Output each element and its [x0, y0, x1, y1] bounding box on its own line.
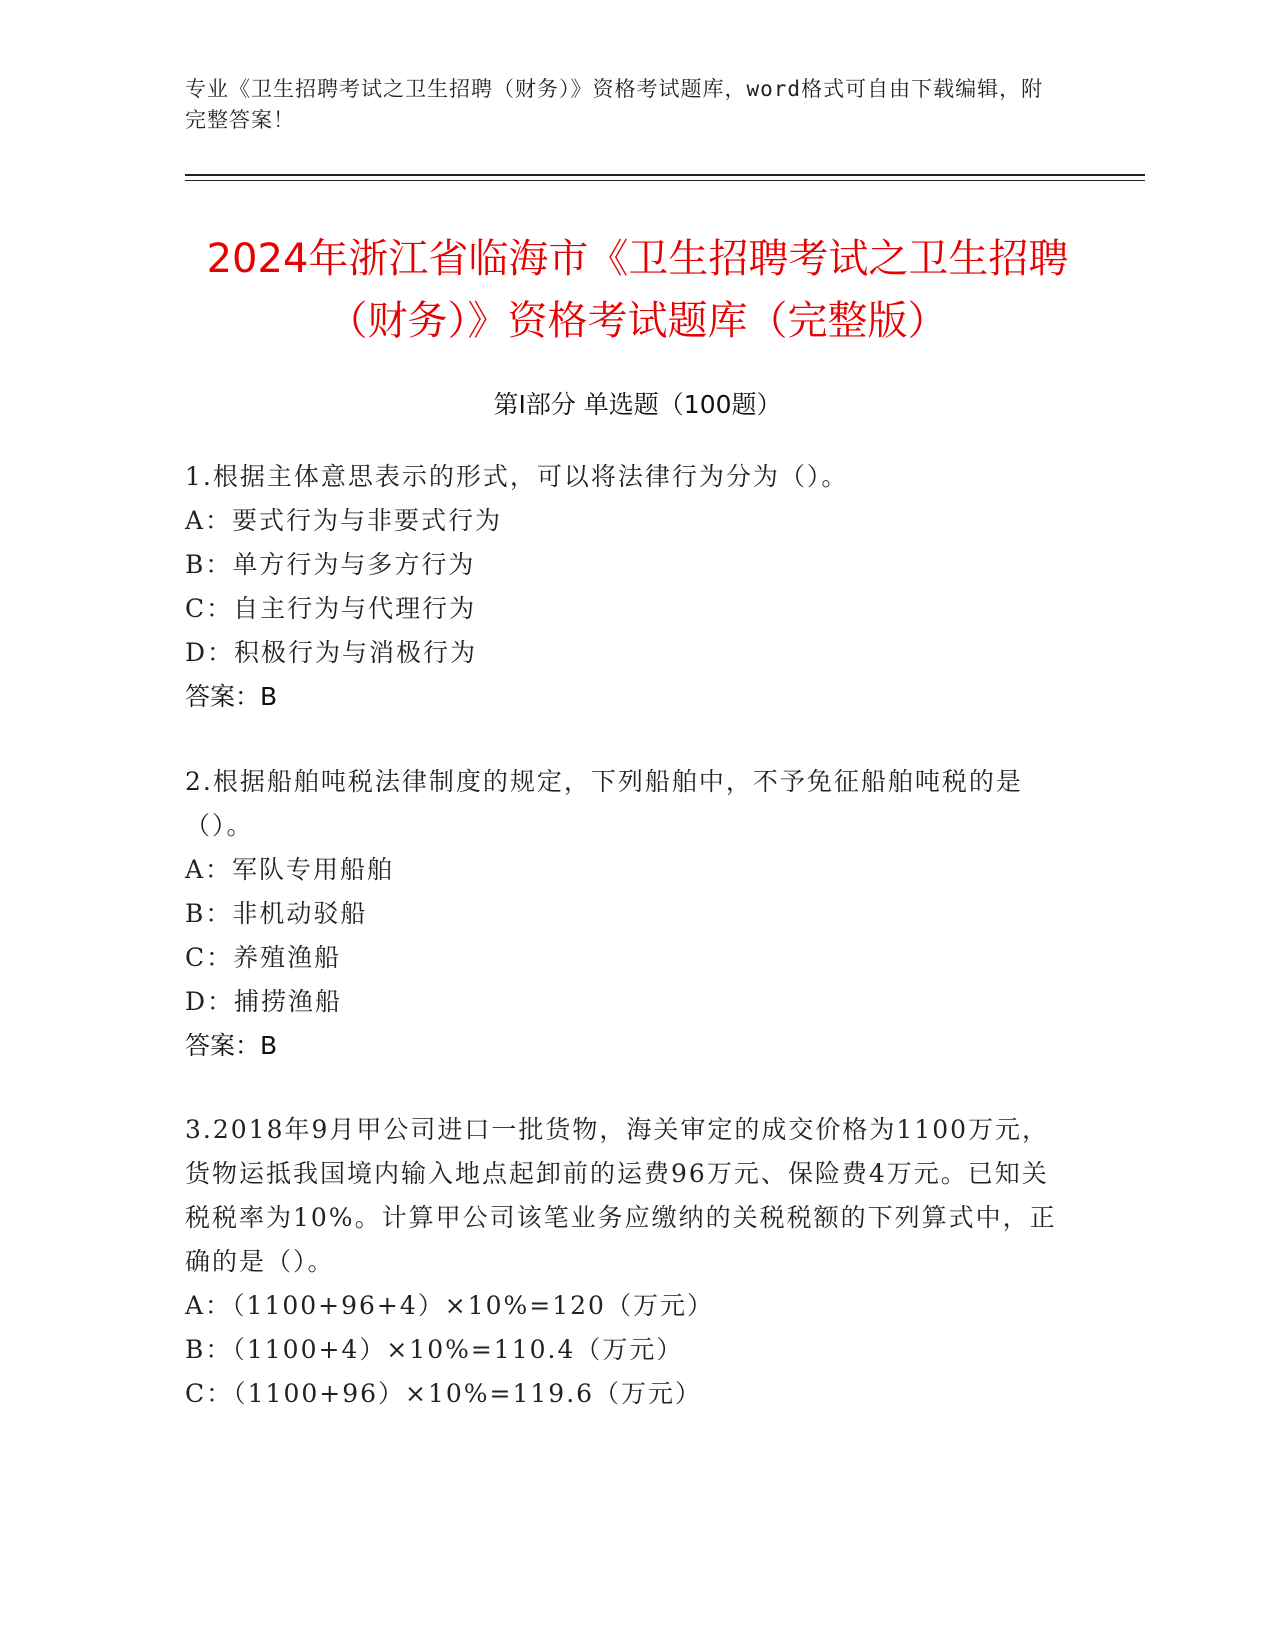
- page-title: 2024年浙江省临海市《卫生招聘考试之卫生招聘（财务）》资格考试题库（完整版）: [206, 236, 1069, 344]
- option-c: C：自主行为与代理行为: [185, 594, 477, 623]
- header-divider-thin: [185, 180, 1145, 181]
- option-a: A：要式行为与非要式行为: [185, 506, 503, 535]
- question-stem: 1.根据主体意思表示的形式，可以将法律行为分为（）。: [185, 462, 849, 491]
- option-b: B：（1100+4）×10%=110.4（万元）: [185, 1335, 684, 1364]
- question-1: [185, 455, 1075, 719]
- answer: 答案：B: [185, 682, 278, 711]
- header-note: 专业《卫生招聘考试之卫生招聘（财务）》资格考试题库，word格式可自由下载编辑，附完整答案！: [185, 77, 1044, 132]
- option-d: D：捕捞渔船: [185, 987, 343, 1016]
- question-2: [185, 760, 1075, 1068]
- option-b: B：单方行为与多方行为: [185, 550, 476, 579]
- option-d: D：积极行为与消极行为: [185, 638, 478, 667]
- option-c: C：（1100+96）×10%=119.6（万元）: [185, 1379, 703, 1408]
- option-c: C：养殖渔船: [185, 943, 342, 972]
- option-b: B：非机动驳船: [185, 899, 368, 928]
- question-3: [185, 1108, 1075, 1416]
- section-heading: 第Ⅰ部分 单选题（100题）: [493, 390, 782, 419]
- answer: 答案：B: [185, 1031, 278, 1060]
- header-divider-thick: [185, 174, 1145, 176]
- question-stem: 3.2018年9月甲公司进口一批货物，海关审定的成交价格为1100万元，货物运抵我国境内输入地点起卸前的运费96万元、保险费4万元。已知关税税率为10%。计算甲公司该笔业务应缴纳的关税税额的下列算式中，正确的是（）。: [185, 1115, 1057, 1276]
- option-a: A：军队专用船舶: [185, 855, 395, 884]
- question-stem: 2.根据船舶吨税法律制度的规定，下列船舶中，不予免征船舶吨税的是（）。: [185, 767, 1023, 840]
- option-a: A：（1100+96+4）×10%=120（万元）: [185, 1291, 714, 1320]
